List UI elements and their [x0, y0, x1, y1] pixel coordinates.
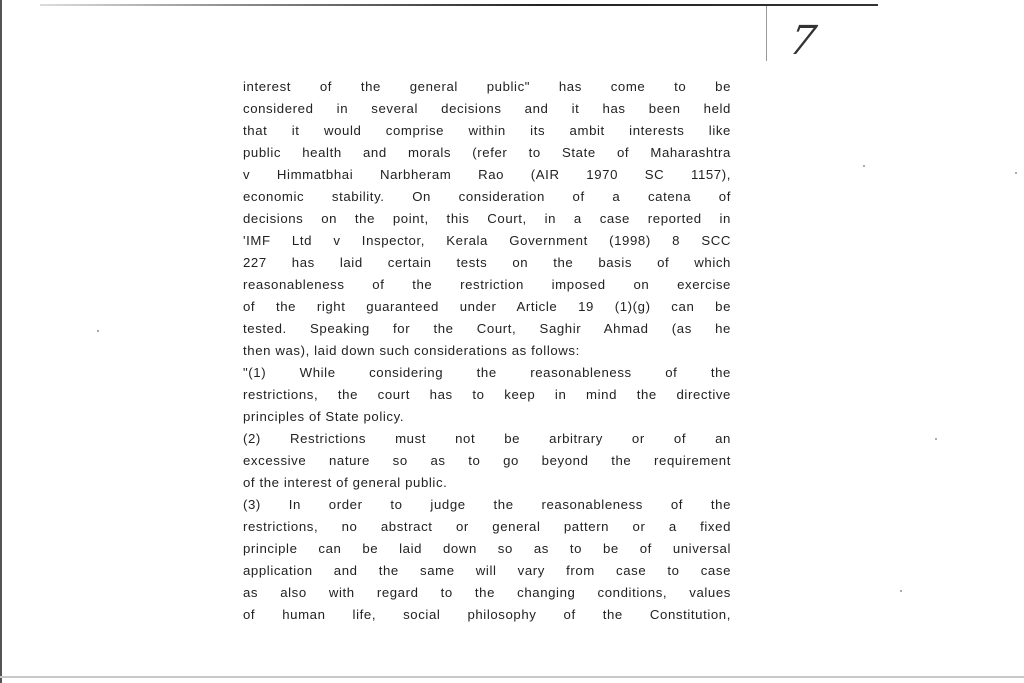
- scan-speck: [97, 330, 99, 332]
- text-line: interest of the general public" has come to be: [243, 79, 731, 94]
- quote-line: excessive nature so as to go beyond the requirement: [243, 453, 731, 468]
- quote-line: "(1) While considering the reasonableness of the: [243, 365, 731, 380]
- handwritten-page-number: 7: [785, 18, 820, 64]
- scan-top-rule: [40, 4, 878, 6]
- quote-line: principle can be laid down so as to be of universal: [243, 541, 731, 556]
- scan-speck: [900, 590, 902, 592]
- quote-line: of the interest of general public.: [243, 475, 448, 490]
- quote-line: (2) Restrictions must not be arbitrary or of an: [243, 431, 731, 446]
- quote-line: of human life, social philosophy of the Constitution,: [243, 607, 731, 622]
- margin-line: [766, 6, 767, 61]
- quote-line: principles of State policy.: [243, 409, 405, 424]
- scan-speck: [863, 165, 865, 167]
- text-line: reasonableness of the restriction imposed on exercise: [243, 277, 731, 292]
- text-line: 'IMF Ltd v Inspector, Kerala Government (1998) 8 SCC: [243, 233, 731, 248]
- text-line: considered in several decisions and it has been held: [243, 101, 731, 116]
- text-line: then was), laid down such considerations as follows:: [243, 343, 580, 358]
- text-line: economic stability. On consideration of a catena of: [243, 189, 731, 204]
- scan-speck: [935, 438, 937, 440]
- quote-line: application and the same will vary from case to case: [243, 563, 731, 578]
- text-line: public health and morals (refer to State of Maharashtra: [243, 145, 731, 160]
- text-line: decisions on the point, this Court, in a case reported in: [243, 211, 731, 226]
- scan-bottom-rule: [0, 676, 1024, 678]
- scan-left-edge: [0, 0, 2, 683]
- quote-line: restrictions, no abstract or general pattern or a fixed: [243, 519, 731, 534]
- text-line: that it would comprise within its ambit interests like: [243, 123, 731, 138]
- quote-line: as also with regard to the changing conditions, values: [243, 585, 731, 600]
- text-line: tested. Speaking for the Court, Saghir Ahmad (as he: [243, 321, 731, 336]
- scan-speck: [1015, 172, 1017, 174]
- text-line: 227 has laid certain tests on the basis of which: [243, 255, 731, 270]
- document-body: [243, 76, 731, 626]
- text-line: v Himmatbhai Narbheram Rao (AIR 1970 SC 1157),: [243, 167, 731, 182]
- quote-line: (3) In order to judge the reasonableness of the: [243, 497, 731, 512]
- quote-line: restrictions, the court has to keep in mind the directive: [243, 387, 731, 402]
- text-line: of the right guaranteed under Article 19 (1)(g) can be: [243, 299, 731, 314]
